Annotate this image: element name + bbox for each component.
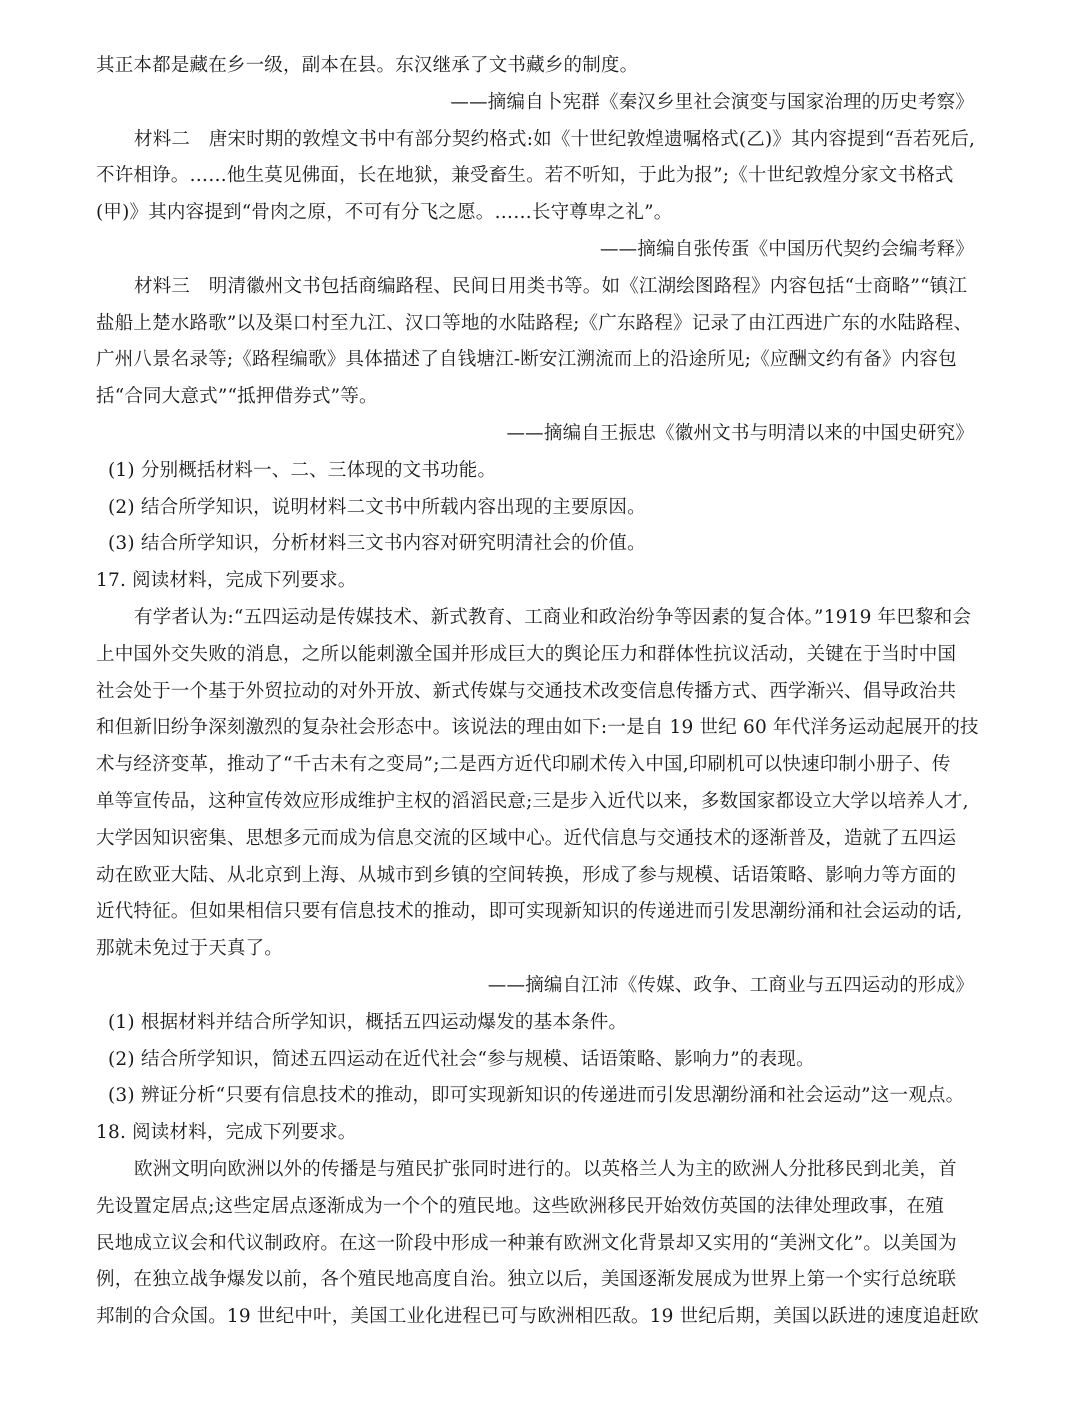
sub-question: (2) 结合所学知识，说明材料二文书中所载内容出现的主要原因。 — [108, 496, 646, 518]
sub-question: (3) 辨证分析“只要有信息技术的推动，即可实现新知识的传递进而引发思潮纷涌和社会运动”这一观点。 — [108, 1085, 965, 1107]
material-paragraph: 欧洲文明向欧洲以外的传播是与殖民扩张同时进行的。以英格兰人为主的欧洲人分批移民到北美，首 — [134, 1158, 957, 1180]
text-line: 单等宣传品，这种宣传效应形成维护主权的滔滔民意;三是步入近代以来，多数国家都设立大学以培养人才, — [96, 790, 969, 812]
text-line: 其正本都是藏在乡一级，副本在县。东汉继承了文书藏乡的制度。 — [96, 55, 639, 76]
text-line: 邦制的合众国。19 世纪中叶，美国工业化进程已可与欧洲相匹敌。19 世纪后期，美国以跃进的速度追赶欧 — [96, 1306, 979, 1328]
document-page — [96, 48, 984, 1336]
text-line: 例，在独立战争爆发以前，各个殖民地高度自治。独立以后，美国逐渐发展成为世界上第一个实行总统联 — [96, 1269, 957, 1291]
question-heading: 18. 阅读材料，完成下列要求。 — [96, 1122, 357, 1144]
sub-question: (2) 结合所学知识，简述五四运动在近代社会“参与规模、话语策略、影响力”的表现。 — [108, 1048, 815, 1070]
material-paragraph: 有学者认为:“五四运动是传媒技术、新式教育、工商业和政治纷争等因素的复合体。”1919 年巴黎和会 — [134, 606, 972, 628]
source-citation: ——摘编自王振忠《徽州文书与明清以来的中国史研究》 — [506, 422, 974, 444]
text-line: 和但新旧纷争深刻激烈的复杂社会形态中。该说法的理由如下:一是自 19 世纪 60 年代洋务运动起展开的技 — [96, 717, 979, 739]
text-line: 广州八景名录等;《路程编歌》具体描述了自钱塘江-断安江溯流而上的沿途所见;《应酬文约有备》内容包 — [96, 349, 957, 371]
text-line: 上中国外交失败的消息，之所以能刺激全国并形成巨大的舆论压力和群体性抗议活动，关键在于当时中国 — [96, 643, 957, 665]
material-paragraph: 材料二 唐宋时期的敦煌文书中有部分契约格式:如《十世纪敦煌遗嘱格式(乙)》其内容提到“吾若死后, — [134, 128, 976, 150]
sub-question: (1) 根据材料并结合所学知识，概括五四运动爆发的基本条件。 — [108, 1011, 628, 1033]
text-line: 术与经济变革，推动了“千古未有之变局”;二是西方近代印刷术传入中国,印刷机可以快速印制小册子、传 — [96, 754, 951, 776]
text-line: 那就未免过于天真了。 — [96, 938, 284, 960]
text-line: 民地成立议会和代议制政府。在这一阶段中形成一种兼有欧洲文化背景却又实用的“美洲文化”。以美国为 — [96, 1232, 957, 1254]
text-line: 先设置定居点;这些定居点逐渐成为一个个的殖民地。这些欧洲移民开始效仿英国的法律处理政事，在殖 — [96, 1195, 944, 1217]
question-heading: 17. 阅读材料，完成下列要求。 — [96, 570, 357, 592]
sub-question: (3) 结合所学知识，分析材料三文书内容对研究明清社会的价值。 — [108, 533, 646, 555]
text-line: 近代特征。但如果相信只要有信息技术的推动，即可实现新知识的传递进而引发思潮纷涌和社会运动的话, — [96, 901, 963, 923]
source-citation: ——摘编自张传蛋《中国历代契约会编考释》 — [599, 238, 974, 260]
text-line: 大学因知识密集、思想多元而成为信息交流的区域中心。近代信息与交通技术的逐渐普及，造就了五四运 — [96, 827, 957, 849]
text-line: 社会处于一个基于外贸拉动的对外开放、新式传媒与交通技术改变信息传播方式、西学渐兴、倡导政治共 — [96, 680, 957, 702]
text-line: 不许相诤。……他生莫见佛面，长在地狱，兼受畜生。若不听知，于此为报”;《十世纪敦煌分家文书格式 — [96, 165, 954, 187]
text-line: 动在欧亚大陆、从北京到上海、从城市到乡镇的空间转换，形成了参与规模、话语策略、影响力等方面的 — [96, 864, 957, 886]
source-citation: ——摘编自江沛《传媒、政争、工商业与五四运动的形成》 — [487, 974, 974, 996]
text-line: 盐船上楚水路歌”以及渠口村至九江、汉口等地的水陆路程;《广东路程》记录了由江西进广东的水陆路程、 — [96, 312, 973, 334]
text-line: 括“合同大意式”“抵押借券式”等。 — [96, 386, 378, 408]
sub-question: (1) 分别概括材料一、二、三体现的文书功能。 — [108, 459, 497, 481]
source-citation: ——摘编自卜宪群《秦汉乡里社会演变与国家治理的历史考察》 — [450, 91, 974, 113]
material-paragraph: 材料三 明清徽州文书包括商编路程、民间日用类书等。如《江湖绘图路程》内容包括“士商略”“镇江 — [134, 275, 968, 297]
text-line: (甲)》其内容提到“骨肉之原，不可有分飞之愿。……长守尊卑之礼”。 — [96, 202, 673, 224]
